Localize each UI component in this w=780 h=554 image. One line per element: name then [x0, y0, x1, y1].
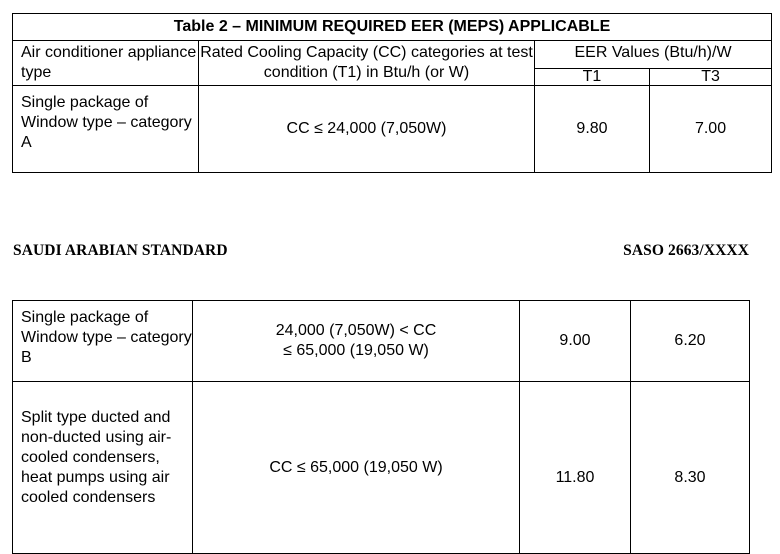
standard-code: SASO 2663/XXXX [623, 242, 749, 259]
eer-t3-cell: 8.30 [631, 382, 750, 554]
appliance-type-cell: Single package of Window type – category A [13, 86, 199, 173]
eer-t3-cell: 6.20 [631, 301, 750, 382]
header-t3: T3 [650, 69, 772, 86]
cooling-capacity-cell: CC ≤ 24,000 (7,050W) [199, 86, 535, 173]
appliance-type-cell: Single package of Window type – category B [13, 301, 193, 382]
header-cooling-capacity: Rated Cooling Capacity (CC) categories at test condition (T1) in Btu/h (or W) [199, 41, 535, 86]
eer-t1-cell: 9.80 [535, 86, 650, 173]
table-row [13, 301, 750, 382]
table-row [13, 382, 750, 554]
cooling-capacity-cell [193, 301, 520, 382]
cooling-capacity-line: ≤ 65,000 (19,050 W) [283, 342, 429, 359]
eer-t1-cell: 11.80 [520, 382, 631, 554]
header-t1: T1 [535, 69, 650, 86]
appliance-type-cell: Split type ducted and non-ducted using air-cooled condensers, heat pumps using air cooled condensers [13, 382, 193, 554]
cooling-capacity-line: 24,000 (7,050W) < CC [275, 322, 437, 339]
standard-name: SAUDI ARABIAN STANDARD [13, 242, 228, 259]
header-appliance-type: Air conditioner appliance type [13, 41, 199, 86]
meps-table-bottom [12, 300, 750, 554]
eer-t3-cell: 7.00 [650, 86, 772, 173]
table-row [13, 86, 772, 173]
eer-t1-cell: 9.00 [520, 301, 631, 382]
meps-table-top [12, 13, 772, 173]
header-eer-values: EER Values (Btu/h)/W [535, 41, 772, 69]
table-title: Table 2 – MINIMUM REQUIRED EER (MEPS) APPLICABLE [13, 14, 772, 41]
cooling-capacity-cell: CC ≤ 65,000 (19,050 W) [193, 382, 520, 554]
